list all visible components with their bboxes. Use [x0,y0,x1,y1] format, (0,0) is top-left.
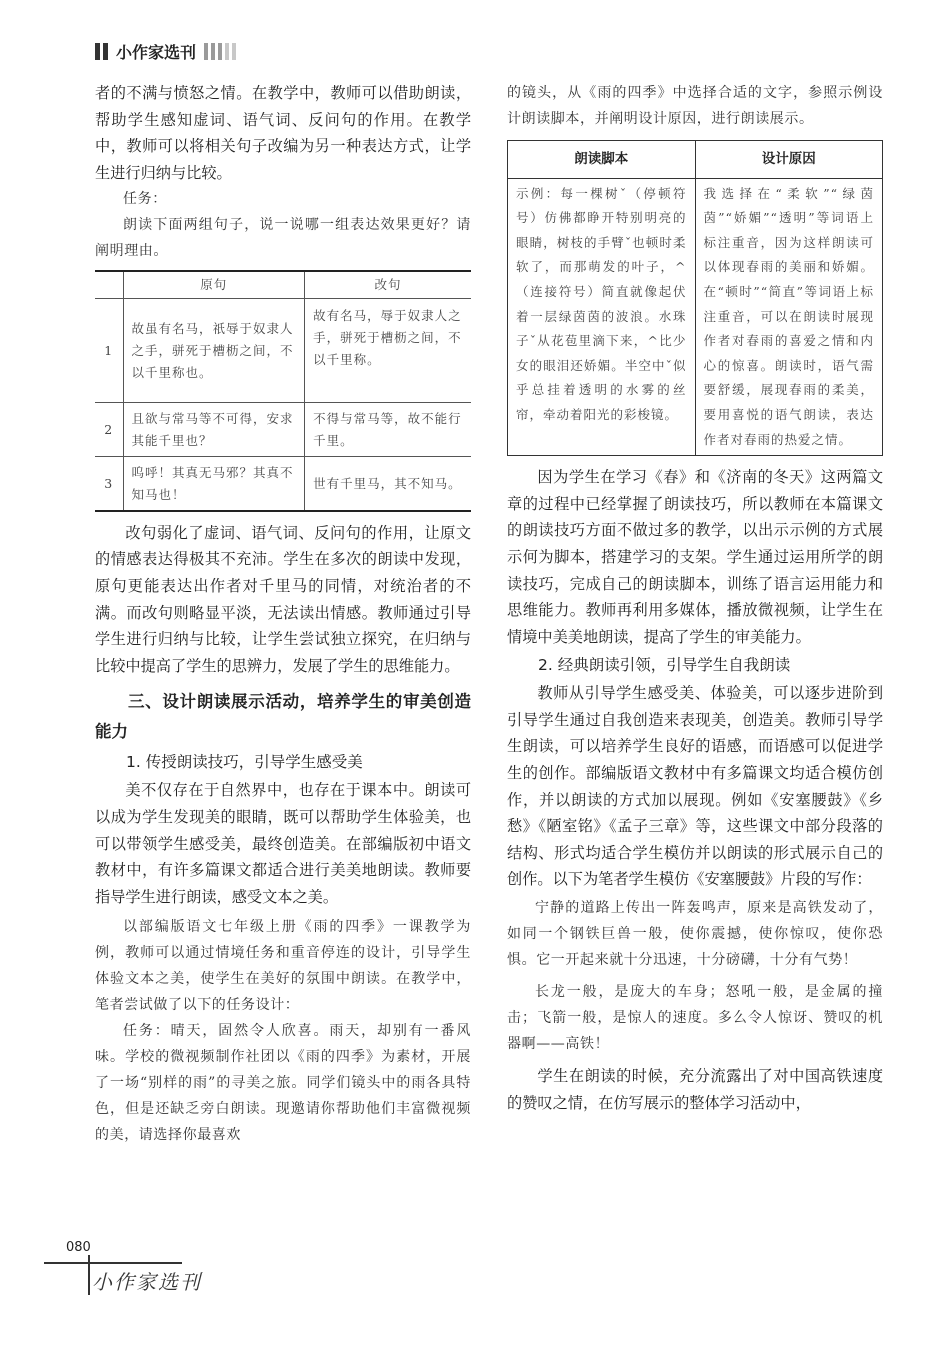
table-header-original: 原句 [123,271,305,299]
footer-rule [44,1262,182,1264]
running-header [95,38,244,64]
row-number: 3 [95,457,123,511]
original-sentence: 呜呼！其真无马邪？其真不知马也！ [123,457,305,511]
footer-vertical-rule [88,1255,90,1295]
right-paragraph-3: 教师从引导学生感受美、体验美，可以逐步进阶到引导学生通过自我创造来表现美，创造美。教师引导学生朗读，可以培养学生良好的语感，而语感可以促进学生的创作。部编版语文教材中有多篇课文均适合模仿创作，并以朗读的方式加以展现。例如《安塞腰鼓》《乡愁》《陋室铭》《孟子三章》等，这些课文中部分段落的结构、形式均适合学生模仿并以朗读的形式展示自己的创作。以下为笔者学生模仿《安塞腰鼓》片段的写作： [507,684,883,889]
original-sentence: 且欲与常马等不可得，安求其能千里也？ [123,403,305,457]
footer-logo: 小作家选刊 [92,1270,202,1294]
table-header-blank [95,271,123,299]
subsection-heading-1: 1. 传授朗读技巧，引导学生感受美 [126,753,363,772]
page-number: 080 [66,1240,91,1255]
header-title: 小作家选刊 [116,42,197,62]
table-header-modified: 改句 [305,271,471,299]
task-label: 任务： [123,191,167,208]
modified-sentence: 世有千里马，其不知马。 [305,457,471,511]
left-paragraph-1: 者的不满与愤怒之情。在教学中，教师可以借助朗读，帮助学生感知虚词、语气词、反问句的作用。在教学中，教师可以将相关句子改编为另一种表达方式，让学生进行归纳与比较。 [95,84,471,182]
header-bars-light-icon [204,43,236,60]
left-column [95,80,471,1148]
header-bars-icon [95,43,108,60]
reading-script-cell: 示例：每一棵树ˇ（停顿符号）仿佛都睁开特别明亮的眼睛，树枝的手臂ˇ也顿时柔软了，而那萌发的叶子，^（连接符号）简直就像起伏着一层绿茵茵的波浪。水珠子ˇ从花苞里滴下来，^比少女的眼泪还娇媚。半空中ˇ似乎总挂着透明的水雾的丝帘，牵动着阳光的彩梭镜。 [508,178,696,456]
original-sentence: 故虽有名马，祇辱于奴隶人之手，骈死于槽枥之间，不以千里称也。 [123,299,305,403]
row-number: 1 [95,299,123,403]
right-paragraph-4: 宁静的道路上传出一阵轰鸣声，原来是高铁发动了，如同一个钢铁巨兽一般，使你震撼，使你惊叹，使你恐惧。它一开起来就十分迅速，十分磅礴，十分有气势！ [507,900,883,969]
left-paragraph-3: 美不仅存在于自然界中，也存在于课本中。朗读可以成为学生发现美的眼睛，既可以帮助学生体验美，也可以带领学生感受美，最终创造美。在部编版初中语文教材中，有许多篇课文都适合进行美美地朗读。教师要指导学生进行朗读，感受文本之美。 [95,781,471,906]
right-paragraph-6: 学生在朗读的时候，充分流露出了对中国高铁速度的赞叹之情，在仿写展示的整体学习活动中， [507,1067,883,1112]
left-paragraph-2: 改句弱化了虚词、语气词、反问句的作用，让原文的情感表达得极其不充沛。学生在多次的朗读中发现，原句更能表达出作者对千里马的同情，对统治者的不满。而改句则略显平淡，无法读出情感。教师通过引导学生进行归纳与比较，让学生尝试独立探究，在归纳与比较中提高了学生的思辨力，发展了学生的思维能力。 [95,523,471,675]
left-paragraph-4: 以部编版语文七年级上册《雨的四季》一课教学为例，教师可以通过情境任务和重音停连的设计，引导学生体验文本之美，使学生在美好的氛围中朗读。在教学中，笔者尝试做了以下的任务设计： [95,919,471,1014]
right-column [507,80,883,1116]
table-header-script: 朗读脚本 [508,141,696,179]
left-paragraph-5: 任务：晴天，固然令人欣喜。雨天，却别有一番风味。学校的微视频制作社团以《雨的四季》为素材，开展了一场“别样的雨”的寻美之旅。同学们镜头中的雨各具特色，但是还缺乏旁白朗读。现邀请你帮助他们丰富微视频的美，请选择你最喜欢 [95,1023,471,1144]
table-header-row [95,271,471,299]
comparison-table [95,270,471,512]
table-row [95,299,471,403]
table-header-row [508,141,883,179]
row-number: 2 [95,403,123,457]
reading-script-table [507,140,883,456]
right-paragraph-1: 的镜头，从《雨的四季》中选择合适的文字，参照示例设计朗读脚本，并阐明设计原因，进行朗读展示。 [507,85,883,127]
table-row [95,457,471,511]
right-paragraph-2: 因为学生在学习《春》和《济南的冬天》这两篇文章的过程中已经掌握了朗读技巧，所以教师在本篇课文的朗读技巧方面不做过多的教学，以出示示例的方式展示何为脚本，搭建学习的支架。学生通过运用所学的朗读技巧，完成自己的朗读脚本，训练了语言运用能力和思维能力。教师再利用多媒体，播放微视频，让学生在情境中美美地朗读，提高了学生的审美能力。 [507,468,883,646]
right-paragraph-5: 长龙一般，是庞大的车身；怒吼一般，是金属的撞击；飞箭一般，是惊人的速度。多么令人惊讶、赞叹的机器啊——高铁！ [507,984,883,1053]
design-reason-cell: 我选择在“柔软”“绿茵茵”“娇媚”“透明”等词语上标注重音，因为这样朗读可以体现春雨的美丽和娇媚。在“顿时”“简直”等词语上标注重音，可以在朗读时展现作者对春雨的喜爱之情和内心的惊喜。朗读时，语气需要舒缓，展现春雨的柔美，要用喜悦的语气朗读，表达作者对春雨的热爱之情。 [695,178,883,456]
modified-sentence: 故有名马，辱于奴隶人之手，骈死于槽枥之间，不以千里称。 [305,299,471,403]
table-row [95,403,471,457]
section-heading-3: 三、设计朗读展示活动，培养学生的审美创造能力 [95,692,471,742]
table-row [508,178,883,456]
subsection-heading-2: 2. 经典朗读引领，引导学生自我朗读 [538,656,791,675]
modified-sentence: 不得与常马等，故不能行千里。 [305,403,471,457]
table-header-reason: 设计原因 [695,141,883,179]
task-text: 朗读下面两组句子，说一说哪一组表达效果更好？请阐明理由。 [95,217,471,260]
